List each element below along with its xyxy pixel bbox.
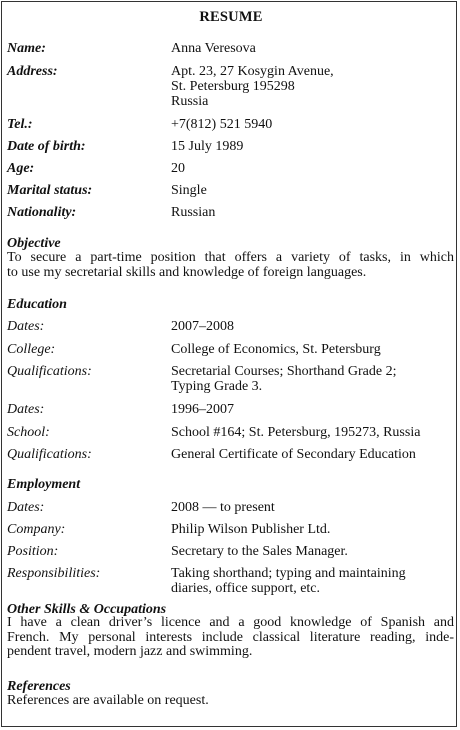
other-skills-line: French. My personal interests include classical literature reading, inde- bbox=[7, 629, 454, 645]
marital-value: Single bbox=[171, 183, 207, 198]
address-label: Address: bbox=[7, 64, 58, 79]
college-qual-label: Qualifications: bbox=[7, 364, 92, 379]
responsibilities-value bbox=[171, 566, 406, 596]
address-line: Apt. 23, 27 Kosygin Avenue, bbox=[171, 64, 334, 79]
school-dates-value: 1996–2007 bbox=[171, 402, 234, 417]
company-value: Philip Wilson Publisher Ltd. bbox=[171, 522, 331, 537]
employment-dates-value: 2008 — to present bbox=[171, 500, 275, 515]
education-heading: Education bbox=[7, 297, 67, 312]
other-skills-heading: Other Skills & Occupations bbox=[7, 602, 167, 617]
address-line: Russia bbox=[171, 94, 209, 109]
resume-title: RESUME bbox=[199, 9, 263, 25]
references-line: References are available on request. bbox=[7, 693, 209, 708]
tel-label: Tel.: bbox=[7, 117, 33, 132]
address-line: St. Petersburg 195298 bbox=[171, 79, 295, 94]
position-label: Position: bbox=[7, 544, 59, 559]
references-text bbox=[7, 694, 454, 709]
age-label: Age: bbox=[7, 161, 35, 176]
school-label: School: bbox=[7, 425, 50, 440]
other-skills-text bbox=[7, 616, 454, 660]
references-heading: References bbox=[7, 679, 71, 694]
responsibilities-line: diaries, office support, etc. bbox=[171, 581, 321, 596]
dob-value: 15 July 1989 bbox=[171, 139, 244, 154]
college-qual-line: Typing Grade 3. bbox=[171, 379, 263, 394]
company-label: Company: bbox=[7, 522, 66, 537]
objective-heading: Objective bbox=[7, 236, 61, 251]
responsibilities-line: Taking shorthand; typing and maintaining bbox=[171, 566, 406, 581]
objective-text bbox=[7, 251, 454, 280]
nationality-label: Nationality: bbox=[7, 205, 77, 220]
other-skills-line: pendent travel, modern jazz and swimming. bbox=[7, 644, 253, 659]
marital-label: Marital status: bbox=[7, 183, 93, 198]
college-qual-line: Secretarial Courses; Shorthand Grade 2; bbox=[171, 364, 397, 379]
college-label: College: bbox=[7, 342, 56, 357]
age-value: 20 bbox=[171, 161, 185, 176]
employment-dates-label: Dates: bbox=[7, 500, 45, 515]
name-value: Anna Veresova bbox=[171, 41, 256, 56]
objective-line: To secure a part-time position that offers a variety of tasks, in which bbox=[7, 250, 454, 265]
position-value: Secretary to the Sales Manager. bbox=[171, 544, 348, 559]
other-skills-line: I have a clean driver’s licence and a good knowledge of Spanish and bbox=[7, 615, 454, 630]
college-value: College of Economics, St. Petersburg bbox=[171, 342, 381, 357]
college-qual-value bbox=[171, 364, 397, 394]
dob-label: Date of birth: bbox=[7, 139, 86, 154]
school-qual-label: Qualifications: bbox=[7, 447, 92, 462]
address-value bbox=[171, 64, 334, 109]
nationality-value: Russian bbox=[171, 205, 216, 220]
school-qual-value: General Certificate of Secondary Education bbox=[171, 447, 416, 462]
college-dates-label: Dates: bbox=[7, 319, 45, 334]
tel-value: +7(812) 521 5940 bbox=[171, 117, 273, 132]
responsibilities-label: Responsibilities: bbox=[7, 566, 101, 581]
school-dates-label: Dates: bbox=[7, 402, 45, 417]
name-label: Name: bbox=[7, 41, 46, 56]
school-value: School #164; St. Petersburg, 195273, Russia bbox=[171, 425, 421, 440]
college-dates-value: 2007–2008 bbox=[171, 319, 234, 334]
employment-heading: Employment bbox=[7, 477, 81, 492]
objective-line: to use my secretarial skills and knowledge of foreign languages. bbox=[7, 264, 367, 280]
